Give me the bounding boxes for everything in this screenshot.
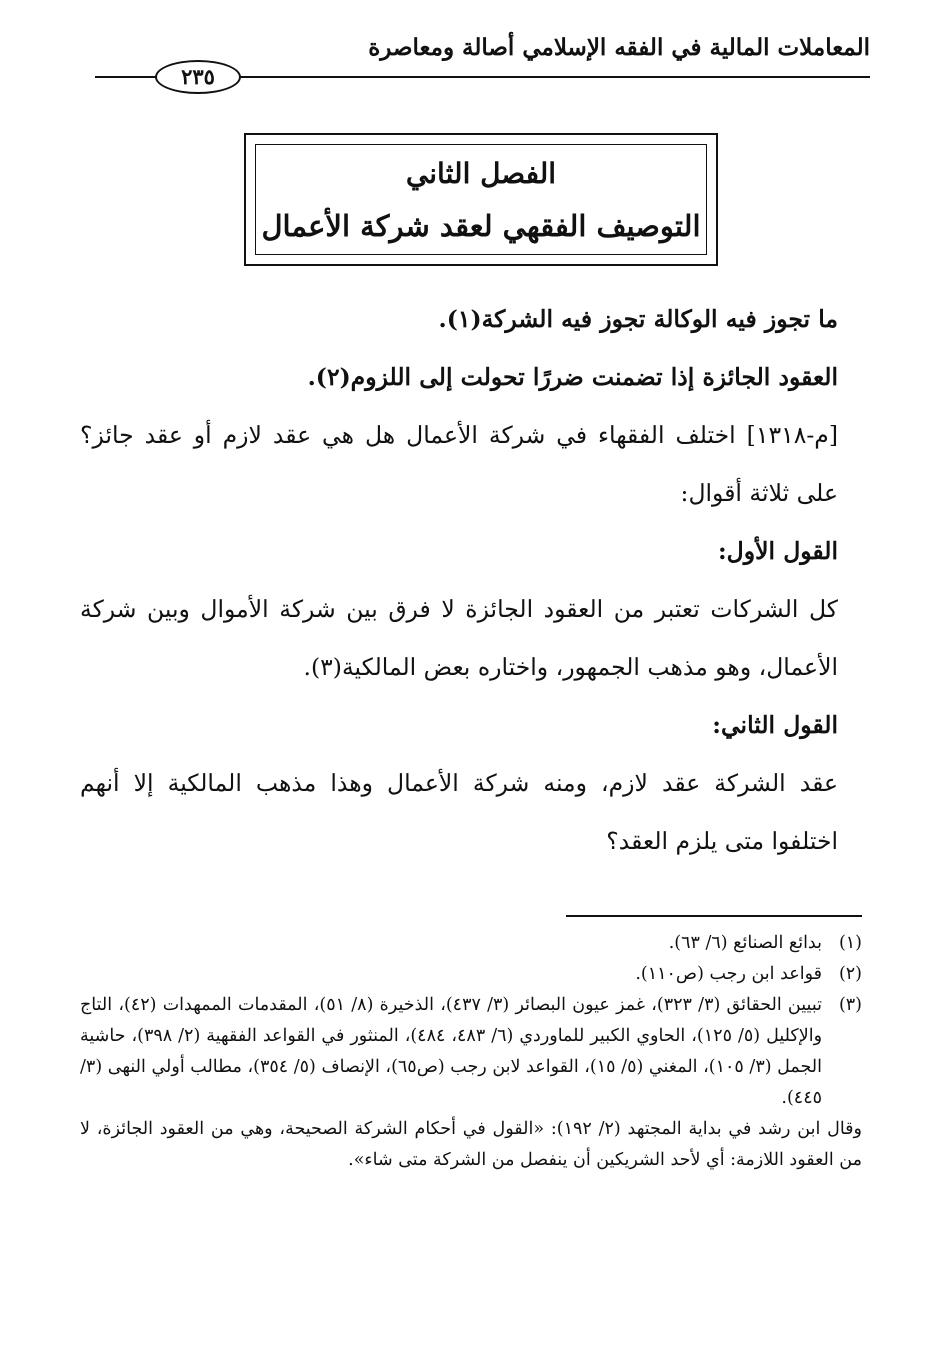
first-opinion-paragraph: كل الشركات تعتبر من العقود الجائزة لا فرق بين شركة الأموال وبين شركة الأعمال، وهو مذهب الجمهور، واختاره بعض المالكية(٣). [80,595,838,681]
footnote-text: بدائع الصنائع (٦/ ٦٣). [668,933,822,953]
intro-paragraph: [م-١٣١٨] اختلف الفقهاء في شركة الأعمال هل هي عقد لازم أو عقد جائز؟ على ثلاثة أقوال: [80,421,838,507]
main-text [80,290,862,870]
footnote-number: (١) [838,933,862,953]
rule-statement-2: العقود الجائزة إذا تضمنت ضررًا تحولت إلى اللزوم(٢). [307,363,838,391]
second-opinion-heading: القول الثاني: [712,711,838,739]
chapter-title-box [244,133,718,266]
footnote-1 [80,928,862,959]
footnotes [80,928,862,1176]
page-number: ٢٣٥ [155,60,241,94]
page-header [95,28,870,108]
chapter-label: الفصل الثاني [405,157,557,190]
chapter-title: التوصيف الفقهي لعقد شركة الأعمال [261,209,701,243]
first-opinion-heading: القول الأول: [717,537,838,565]
footnote-text: تبيين الحقائق (٣/ ٣٢٣)، غمز عيون البصائر (٣/ ٤٣٧)، الذخيرة (٨/ ٥١)، المقدمات الممهدات (٤٢)، التاج والإكليل (٥/ ١٢٥)، الحاوي الكبير للماوردي (٦/ ٤٨٣، ٤٨٤)، المنثور في القواعد الفقهية (٢/ ٣٩٨)، حاشية الجمل (٣/ ١٠٥)، المغني (٥/ ١٥)، القواعد لابن رجب (ص٦٥)، الإنصاف (٥/ ٣٥٤)، مطالب أولي النهى (٣/ ٤٤٥). [80,995,823,1108]
footnote-number: (٣) [838,995,862,1015]
footnote-3-continuation: وقال ابن رشد في بداية المجتهد (٢/ ١٩٢): «القول في أحكام الشركة الصحيحة، وهي من العقود الجائزة، لا من العقود اللازمة: أي لأحد الشريكين أن ينفصل من الشركة متى شاء». [80,1119,862,1170]
footnote-text: قواعد ابن رجب (ص١١٠). [635,964,822,984]
footnote-3 [80,990,862,1114]
footnote-separator [566,915,862,917]
rule-statement-1: ما تجوز فيه الوكالة تجوز فيه الشركة(١). [438,305,838,333]
second-opinion-paragraph: عقد الشركة عقد لازم، ومنه شركة الأعمال وهذا مذهب المالكية إلا أنهم اختلفوا متى يلزم العقد؟ [80,769,838,855]
footnote-2 [80,959,862,990]
footnote-number: (٢) [838,964,862,984]
running-title: المعاملات المالية في الفقه الإسلامي أصالة ومعاصرة [368,34,870,61]
